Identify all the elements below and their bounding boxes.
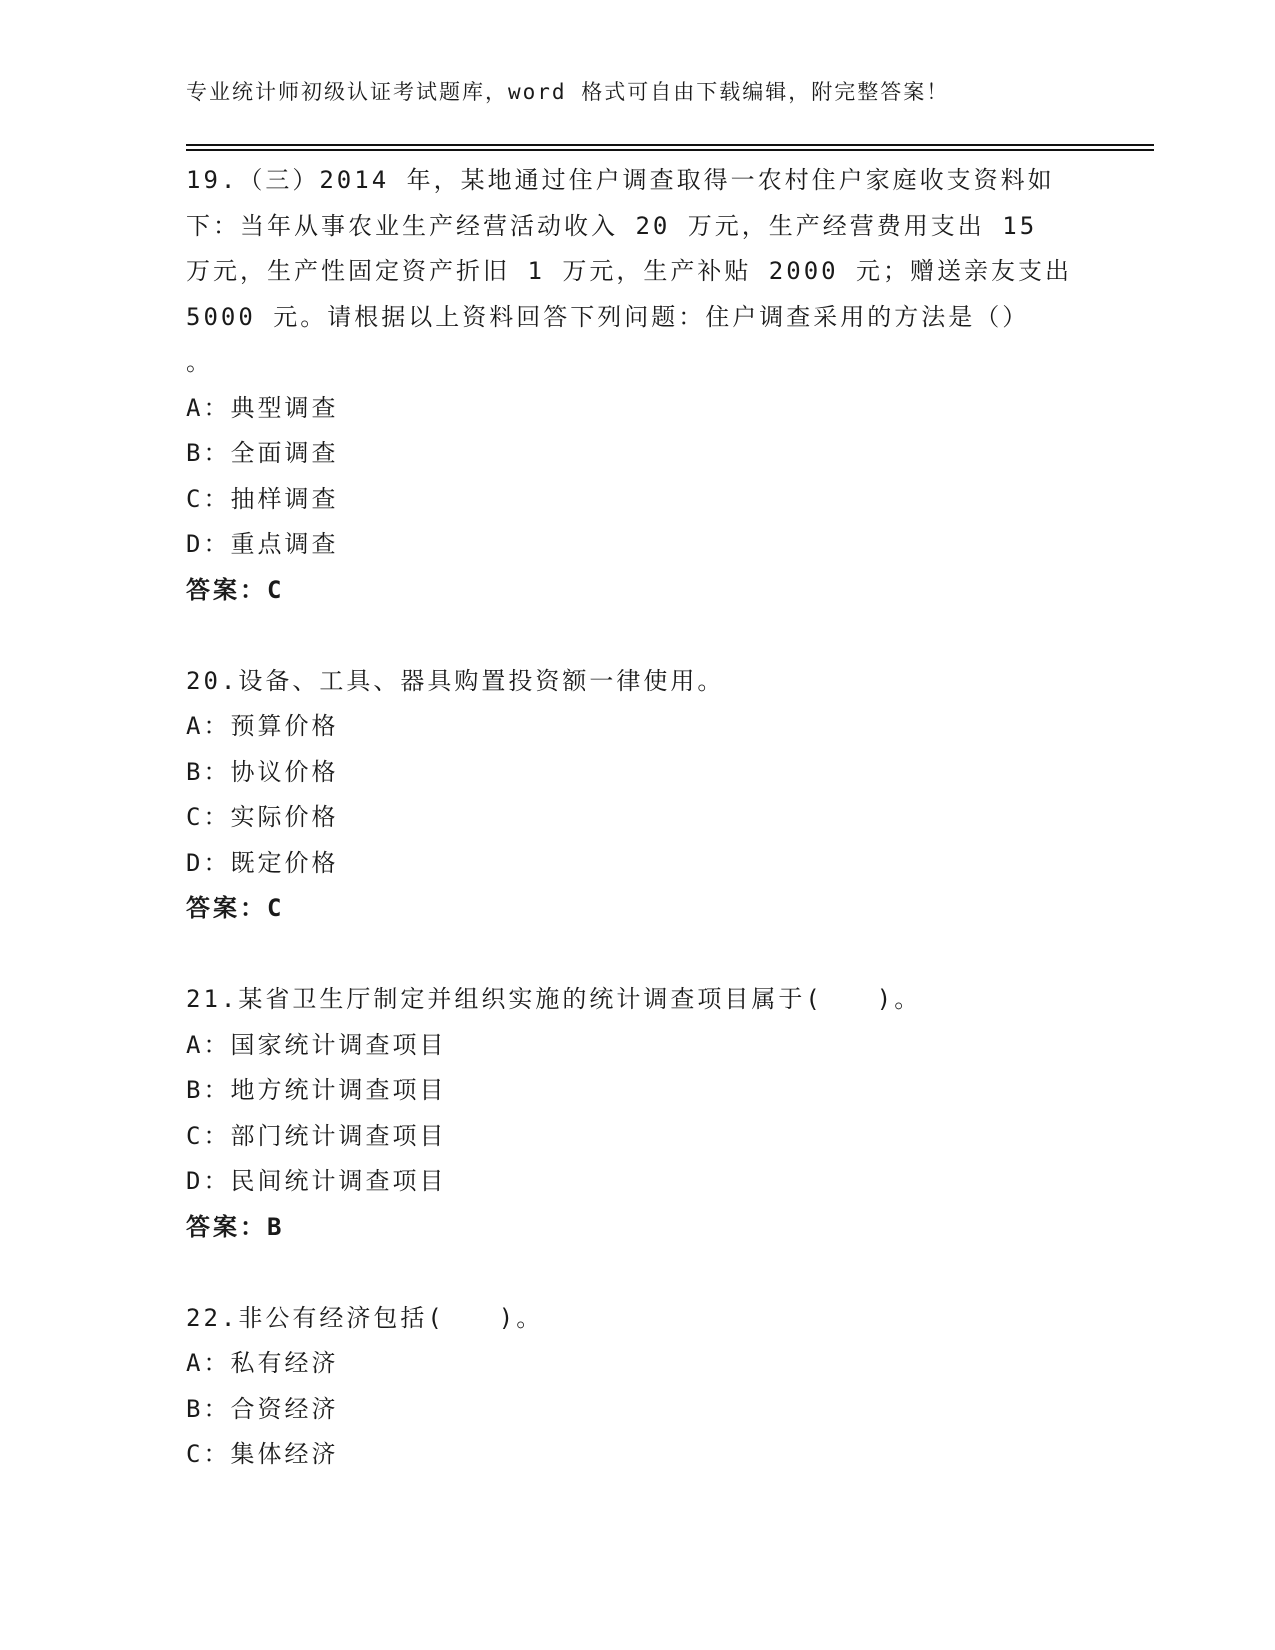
question-text-line: 5000 元。请根据以上资料回答下列问题：住户调查采用的方法是（） <box>186 302 1030 331</box>
option-b: B：全面调查 <box>186 439 339 467</box>
option-d: D：既定价格 <box>186 848 339 877</box>
question-22 <box>186 1296 1086 1478</box>
question-text-line: 22.非公有经济包括( )。 <box>186 1303 544 1332</box>
option-d: D：重点调查 <box>186 530 339 558</box>
option-a: A：私有经济 <box>186 1349 339 1377</box>
option-d: D：民间统计调查项目 <box>186 1167 447 1195</box>
option-c: C：部门统计调查项目 <box>186 1121 447 1150</box>
answer: 答案：B <box>186 1212 285 1241</box>
question-text-line: 下：当年从事农业生产经营活动收入 20 万元，生产经营费用支出 15 <box>186 211 1038 240</box>
question-list <box>186 158 1086 1478</box>
option-a: A：典型调查 <box>186 393 339 422</box>
option-a: A：预算价格 <box>186 712 339 740</box>
question-19 <box>186 158 1086 613</box>
question-20 <box>186 659 1086 932</box>
question-text-line: 。 <box>186 348 213 376</box>
question-text-line: 万元，生产性固定资产折旧 1 万元，生产补贴 2000 元；赠送亲友支出 <box>186 257 1073 285</box>
option-c: C：集体经济 <box>186 1440 339 1468</box>
question-text-line: 20.设备、工具、器具购置投资额一律使用。 <box>186 666 725 695</box>
question-gap <box>186 1250 1086 1296</box>
answer: 答案：C <box>186 575 285 604</box>
header-rule-thick <box>186 144 1154 146</box>
question-gap <box>186 932 1086 978</box>
option-a: A：国家统计调查项目 <box>186 1030 447 1059</box>
answer: 答案：C <box>186 894 285 922</box>
option-c: C：实际价格 <box>186 803 339 831</box>
question-gap <box>186 613 1086 659</box>
option-b: B：协议价格 <box>186 757 339 786</box>
question-text-line: 21.某省卫生厅制定并组织实施的统计调查项目属于( )。 <box>186 985 922 1013</box>
header-rule-thin <box>186 149 1154 151</box>
option-b: B：合资经济 <box>186 1394 339 1423</box>
question-text-line: 19.（三）2014 年，某地通过住户调查取得一农村住户家庭收支资料如 <box>186 166 1055 194</box>
option-c: C：抽样调查 <box>186 484 339 513</box>
page-header: 专业统计师初级认证考试题库，word 格式可自由下载编辑，附完整答案！ <box>186 80 950 104</box>
option-b: B：地方统计调查项目 <box>186 1076 447 1104</box>
question-21 <box>186 977 1086 1250</box>
